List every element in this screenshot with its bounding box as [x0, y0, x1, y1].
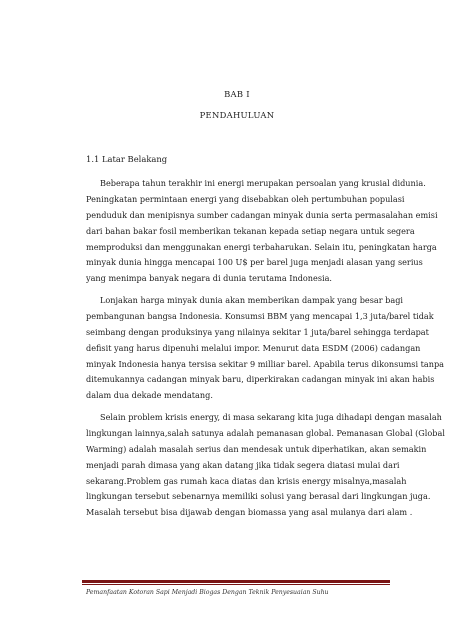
- paragraph-line: Masalah tersebut bisa dijawab dengan biomassa yang asal mulanya dari alam .: [86, 507, 413, 518]
- paragraph-line: menjadi parah dimasa yang akan datang jika tidak segera diatasi mulai dari: [86, 459, 400, 470]
- paragraph-line: Lonjakan harga minyak dunia akan memberikan dampak yang besar bagi: [100, 295, 404, 305]
- paragraph-line: sekarang.Problem gas rumah kaca diatas dan krisis energy misalnya,masalah: [86, 475, 407, 486]
- paragraph-line: Selain problem krisis energy, di masa sekarang kita juga dihadapi dengan masalah: [100, 412, 442, 422]
- paragraph-line: defisit yang harus dipenuhi melalui impor. Menurut data ESDM (2006) cadangan: [86, 342, 421, 353]
- paragraph-line: dalam dua dekade mendatang.: [86, 390, 213, 401]
- paragraph-3: [86, 410, 445, 521]
- paragraph-line: Warming) adalah masalah serius dan mendesak untuk diperhatikan, akan semakin: [86, 443, 427, 454]
- paragraph-line: seimbang dengan produksinya yang nilainya sekitar 1 juta/barel sehingga terdapat: [86, 326, 429, 337]
- paragraph-line: ditemukannya cadangan minyak baru, diperkirakan cadangan minyak ini akan habis: [86, 374, 435, 385]
- paragraph-2: [86, 293, 445, 404]
- footer-divider-thin: [82, 584, 390, 585]
- paragraph-line: pembangunan bangsa Indonesia. Konsumsi BBM yang mencapai 1,3 juta/barel tidak: [86, 310, 434, 321]
- paragraph-line: minyak dunia hingga mencapai 100 U$ per barel juga menjadi alasan yang serius: [86, 257, 423, 268]
- paragraph-line: lingkungan tersebut sebenarnya memiliki solusi yang berasal dari lingkungan juga.: [86, 491, 431, 502]
- paragraph-line: Beberapa tahun terakhir ini energi merupakan persoalan yang krusial didunia.: [100, 178, 426, 188]
- chapter-title: PENDAHULUAN: [199, 110, 275, 120]
- paragraph-line: yang menimpa banyak negara di dunia terutama Indonesia.: [86, 273, 333, 284]
- footer-divider-thick: [82, 580, 390, 583]
- paragraph-line: penduduk dan menipisnya sumber cadangan minyak dunia serta permasalahan emisi: [86, 209, 438, 220]
- paragraph-line: minyak Indonesia hanya tersisa sekitar 9 milliar barel. Apabila terus dikonsumsi tanpa: [86, 358, 445, 369]
- paragraph-1: [86, 176, 438, 287]
- chapter-number: BAB I: [224, 89, 250, 99]
- paragraph-line: memproduksi dan menggunakan energi terbaharukan. Selain itu, peningkatan harga: [86, 241, 437, 252]
- section-heading: 1.1 Latar Belakang: [86, 154, 168, 164]
- footer-running-title: Pemanfaatan Kotoran Sapi Menjadi Biogas Dengan Teknik Penyesuaian Suhu: [86, 589, 329, 596]
- paragraph-line: Peningkatan permintaan energi yang disebabkan oleh pertumbuhan populasi: [86, 193, 405, 204]
- footer-divider: [82, 580, 390, 585]
- paragraph-line: dari bahan bakar fosil memberikan tekanan kepada setiap negara untuk segera: [86, 225, 415, 236]
- paragraph-line: lingkungan lainnya,salah satunya adalah pemanasan global. Pemanasan Global (Global: [86, 427, 445, 438]
